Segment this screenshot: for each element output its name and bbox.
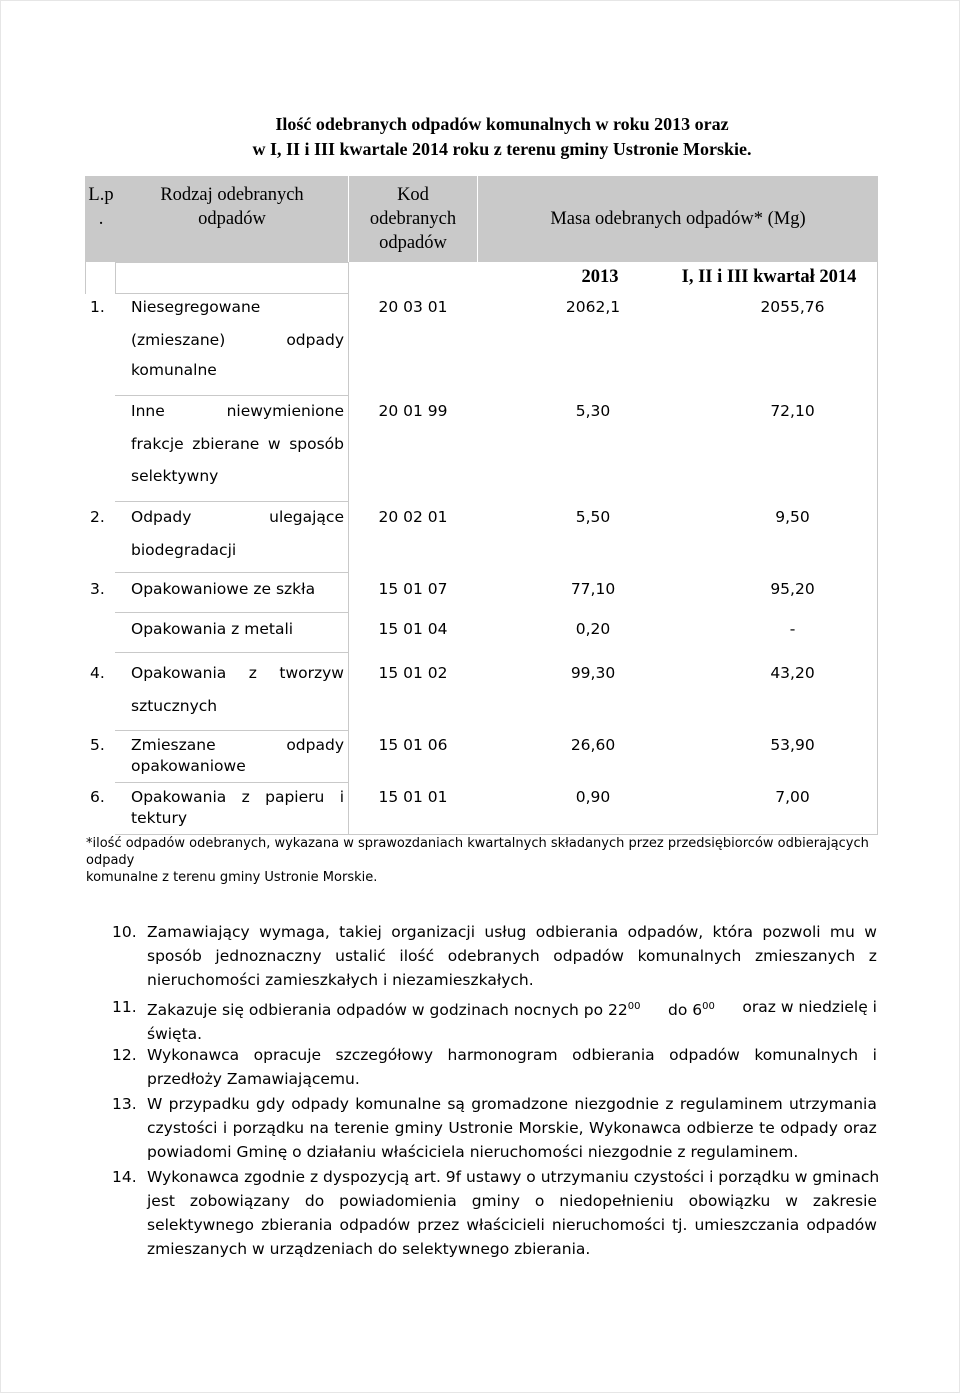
value-2013: 2062,1 — [565, 298, 621, 316]
value-2013: 5,50 — [575, 508, 611, 526]
waste-type-line — [131, 788, 344, 806]
value-2013: 77,10 — [570, 580, 616, 598]
row-number: 6. — [90, 788, 105, 806]
header-rodzaj: Rodzaj odebranych odpadów — [160, 185, 304, 229]
paragraph-line: zmieszanych w urządzeniach do selektywnego zbierania. — [147, 1240, 591, 1258]
waste-type-word: Opakowania — [131, 788, 227, 806]
rule — [115, 395, 349, 396]
value-2013: 26,60 — [570, 736, 616, 754]
waste-type-word: odpady — [286, 736, 344, 754]
paragraph-line: Wykonawca opracuje szczegółowy harmonogram odbierania odpadów komunalnych i — [147, 1046, 877, 1064]
waste-type-line: selektywny — [131, 467, 219, 485]
waste-code: 20 01 99 — [378, 402, 448, 420]
waste-type-line: tektury — [131, 809, 188, 827]
waste-type-line — [131, 435, 344, 453]
value-2014: 9,50 — [775, 508, 810, 526]
waste-type-word: sposób — [289, 435, 344, 453]
paragraph-line: czystości i porządku na terenie gminy Ustronie Morskie, Wykonawca odbierze te odpady oraz — [147, 1119, 877, 1137]
waste-type-line: Opakowaniowe ze szkła — [131, 580, 316, 598]
row-number: 4. — [90, 664, 105, 682]
paragraph-line: jest zobowiązany do powiadomienia gminy o niedopełnieniu obowiązku w zakresie — [147, 1192, 877, 1210]
waste-code: 15 01 02 — [378, 664, 448, 682]
waste-type-word: Odpady — [131, 508, 192, 526]
header-masa: Masa odebranych odpadów* (Mg) — [550, 209, 806, 229]
waste-code: 20 02 01 — [378, 508, 448, 526]
paragraph-line: Zakazuje się odbierania odpadów w godzinach nocnych po $22^{00}$ do $6^{00}$ oraz w niedzielę i — [147, 998, 877, 1020]
row-number: 3. — [90, 580, 105, 598]
waste-type-word: i — [339, 788, 344, 806]
paragraph-text — [147, 1165, 880, 1261]
paragraph-text — [147, 1092, 877, 1164]
value-2013: 5,30 — [575, 402, 611, 420]
waste-type-line: komunalne — [131, 361, 217, 379]
doc-title-line-1: Ilość odebranych odpadów komunalnych w roku 2013 oraz — [275, 114, 729, 134]
paragraph-line: przedłoży Zamawiającemu. — [147, 1070, 360, 1088]
waste-type-word: Inne — [131, 402, 165, 420]
paragraph-line: Zamawiający wymaga, takiej organizacji usług odbierania odpadów, która pozwoli mu w — [147, 923, 877, 941]
value-2013: 0,20 — [575, 620, 611, 638]
waste-type-line: Niesegregowane — [131, 298, 261, 316]
waste-type-word: (zmieszane) — [131, 331, 226, 349]
waste-code: 15 01 07 — [378, 580, 448, 598]
waste-type-line: biodegradacji — [131, 541, 237, 559]
paragraph-number: 11. — [112, 998, 137, 1016]
paragraph-line: powiadomi Gminę o działaniu właściciela nieruchomości niezgodnie z regulaminem. — [147, 1143, 799, 1161]
waste-type-word: frakcje — [131, 435, 184, 453]
waste-type-line: sztucznych — [131, 697, 218, 715]
header-lp: L.p . — [88, 185, 114, 229]
value-2014: 2055,76 — [760, 298, 825, 316]
waste-type-line — [131, 402, 344, 420]
paragraph-text — [147, 920, 877, 992]
waste-type-word: z — [241, 788, 250, 806]
paragraph-line: święta. — [147, 1025, 203, 1044]
rule — [115, 572, 349, 573]
waste-type-line: opakowaniowe — [131, 757, 246, 775]
waste-type-word: Opakowania — [131, 664, 227, 682]
paragraph-number: 10. — [112, 923, 137, 941]
paragraph-number: 14. — [112, 1168, 137, 1186]
row-number: 1. — [90, 298, 105, 316]
waste-type-line: Opakowania z metali — [131, 620, 294, 638]
paragraph-text — [147, 995, 877, 1046]
waste-type-line — [131, 664, 344, 682]
waste-code: 15 01 06 — [378, 736, 448, 754]
paragraph-line: sposób jednoznaczny ustalić ilość odebranych odpadów komunalnych zmieszanych z — [147, 947, 877, 965]
waste-type-word: odpady — [286, 331, 344, 349]
paragraph-line: selektywnego zbierania odpadów przez właścicieli nieruchomości tj. umieszczania odpadów — [147, 1216, 877, 1234]
waste-type-word: zbierane — [192, 435, 260, 453]
paragraph-number: 12. — [112, 1046, 137, 1064]
waste-type-word: w — [267, 435, 281, 453]
value-2014: 95,20 — [770, 580, 815, 598]
paragraph-number: 13. — [112, 1095, 137, 1113]
rule — [115, 730, 349, 731]
rule — [115, 262, 349, 263]
header-kod: Kod odebranych odpadów — [369, 185, 457, 253]
waste-type-word: ulegające — [269, 508, 344, 526]
value-2013: 0,90 — [575, 788, 611, 806]
waste-type-word: tworzyw — [279, 664, 344, 682]
rule — [115, 501, 349, 502]
row-number: 2. — [90, 508, 105, 526]
row-number: 5. — [90, 736, 105, 754]
footnote: *ilość odpadów odebranych, wykazana w sprawozdaniach kwartalnych składanych przez przedsiębiorców odbierających odpady komunalne z terenu gminy Ustronie Morskie. — [86, 836, 869, 885]
waste-code: 20 03 01 — [378, 298, 448, 316]
paragraph-line: nieruchomości zamieszkałych i niezamieszkałych. — [147, 971, 534, 989]
paragraph-text — [147, 1043, 877, 1091]
value-2014: 72,10 — [770, 402, 815, 420]
waste-code: 15 01 01 — [378, 788, 448, 806]
waste-type-line — [131, 508, 344, 526]
rule — [115, 612, 349, 613]
value-2014: - — [789, 620, 796, 638]
waste-type-word: z — [248, 664, 257, 682]
waste-code: 15 01 04 — [378, 620, 448, 638]
paragraph-line: W przypadku gdy odpady komunalne są gromadzone niezgodnie z regulaminem utrzymania — [147, 1095, 877, 1113]
waste-type-word: niewymienione — [226, 402, 344, 420]
header-quarters-2014: I, II i III kwartał 2014 — [681, 267, 857, 287]
waste-type-word: papieru — [265, 788, 325, 806]
value-2014: 43,20 — [770, 664, 815, 682]
rule — [115, 652, 349, 653]
header-year-2013: 2013 — [581, 267, 619, 287]
rule — [115, 782, 349, 783]
waste-type-line — [131, 736, 344, 754]
doc-title-line-2: w I, II i III kwartale 2014 roku z terenu gminy Ustronie Morskie. — [252, 139, 752, 159]
rule — [115, 293, 349, 294]
paragraph-line: Wykonawca zgodnie z dyspozycją art. 9f ustawy o utrzymaniu czystości i porządku w gminach — [147, 1168, 880, 1186]
waste-type-word: Zmieszane — [131, 736, 216, 754]
value-2014: 53,90 — [770, 736, 815, 754]
waste-type-line — [131, 331, 344, 349]
value-2013: 99,30 — [570, 664, 616, 682]
value-2014: 7,00 — [775, 788, 810, 806]
